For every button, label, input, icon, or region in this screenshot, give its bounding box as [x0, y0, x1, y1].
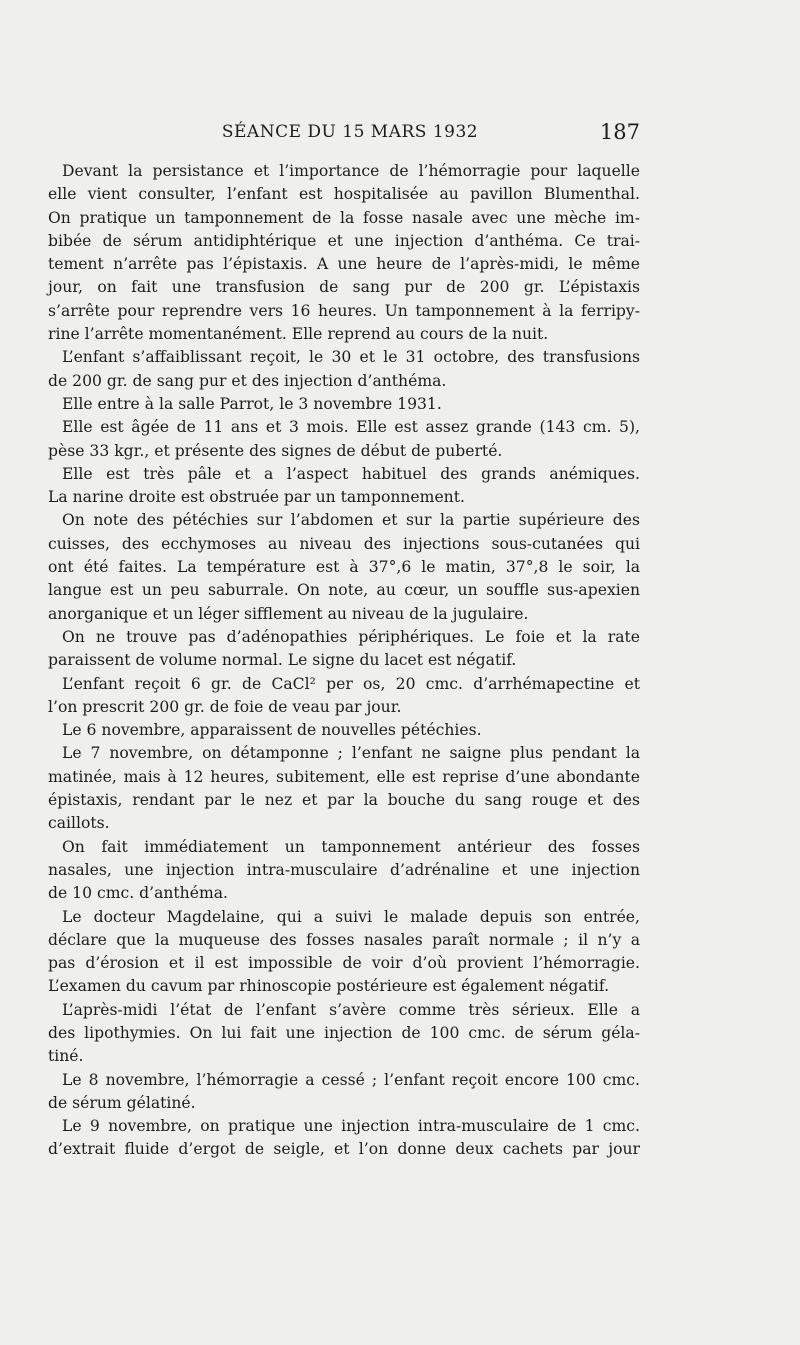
- text-line: l’on prescrit 200 gr. de foie de veau par jour.: [48, 697, 402, 716]
- text-line: L’après-midi l’état de l’enfant s’avère comme très sérieux. Elle a: [62, 1000, 640, 1019]
- text-line: de sérum gélatiné.: [48, 1093, 196, 1112]
- text-line: bibée de sérum antidiphtérique et une injection d’anthéma. Ce trai-: [48, 231, 640, 250]
- text-line: On ne trouve pas d’adénopathies périphériques. Le foie et la rate: [62, 627, 640, 646]
- text-line: Elle est âgée de 11 ans et 3 mois. Elle est assez grande (143 cm. 5),: [62, 418, 640, 437]
- text-line: de 200 gr. de sang pur et des injection d’anthéma.: [48, 371, 447, 390]
- text-line: On pratique un tamponnement de la fosse nasale avec une mèche im-: [48, 208, 640, 227]
- page-header: [60, 122, 640, 154]
- text-line: L’enfant reçoit 6 gr. de CaCl² per os, 20 cmc. d’arrhémapectine et: [62, 674, 640, 693]
- text-line: Elle entre à la salle Parrot, le 3 novembre 1931.: [62, 394, 442, 413]
- text-line: Elle est très pâle et a l’aspect habituel des grands anémiques.: [62, 464, 640, 483]
- text-line: cuisses, des ecchymoses au niveau des injections sous-cutanées qui: [48, 534, 640, 553]
- text-line: Le docteur Magdelaine, qui a suivi le malade depuis son entrée,: [62, 907, 640, 926]
- text-line: On fait immédiatement un tamponnement antérieur des fosses: [62, 837, 640, 856]
- text-line: langue est un peu saburrale. On note, au cœur, un souffle sus-apexien: [48, 581, 640, 600]
- text-line: des lipothymies. On lui fait une injection de 100 cmc. de sérum géla-: [48, 1023, 640, 1042]
- text-line: On note des pétéchies sur l’abdomen et sur la partie supérieure des: [62, 511, 640, 530]
- body-text: [48, 160, 640, 1162]
- text-line: de 10 cmc. d’anthéma.: [48, 884, 228, 903]
- text-line: pèse 33 kgr., et présente des signes de début de puberté.: [48, 441, 503, 460]
- text-line: L’examen du cavum par rhinoscopie postérieure est également négatif.: [48, 977, 610, 996]
- page-number: 187: [599, 120, 640, 144]
- text-line: matinée, mais à 12 heures, subitement, elle est reprise d’une abondante: [48, 767, 640, 786]
- text-line: d’extrait fluide d’ergot de seigle, et l’on donne deux cachets par jour: [48, 1140, 640, 1159]
- text-line: Devant la persistance et l’importance de l’hémorragie pour laquelle: [62, 162, 640, 180]
- text-line: Le 9 novembre, on pratique une injection intra-musculaire de 1 cmc.: [62, 1117, 640, 1136]
- text-line: Le 6 novembre, apparaissent de nouvelles pétéchies.: [62, 721, 482, 740]
- text-line: tiné.: [48, 1047, 84, 1066]
- text-line: tement n’arrête pas l’épistaxis. A une heure de l’après-midi, le même: [48, 255, 640, 274]
- text-line: elle vient consulter, l’enfant est hospitalisée au pavillon Blumenthal.: [48, 185, 640, 204]
- text-line: pas d’érosion et il est impossible de voir d’où provient l’hémorragie.: [48, 954, 640, 973]
- text-line: L’enfant s’affaiblissant reçoit, le 30 et le 31 octobre, des transfusions: [62, 348, 640, 367]
- text-line: anorganique et un léger sifflement au niveau de la jugulaire.: [48, 604, 529, 623]
- text-line: nasales, une injection intra-musculaire d’adrénaline et une injection: [48, 860, 640, 879]
- text-line: jour, on fait une transfusion de sang pur de 200 gr. L’épistaxis: [48, 278, 640, 297]
- text-line: ont été faites. La température est à 37°,6 le matin, 37°,8 le soir, la: [48, 558, 640, 577]
- running-title: SÉANCE DU 15 MARS 1932: [221, 122, 479, 142]
- text-line: caillots.: [48, 814, 110, 833]
- text-line: paraissent de volume normal. Le signe du lacet est négatif.: [48, 651, 517, 670]
- text-line: rine l’arrête momentanément. Elle reprend au cours de la nuit.: [48, 325, 549, 344]
- text-line: épistaxis, rendant par le nez et par la bouche du sang rouge et des: [48, 791, 640, 810]
- text-line: La narine droite est obstruée par un tamponnement.: [48, 488, 465, 507]
- text-line: Le 8 novembre, l’hémorragie a cessé ; l’enfant reçoit encore 100 cmc.: [62, 1070, 640, 1089]
- text-line: Le 7 novembre, on détamponne ; l’enfant ne saigne plus pendant la: [62, 744, 640, 763]
- text-line: déclare que la muqueuse des fosses nasales paraît normale ; il n’y a: [48, 930, 640, 949]
- text-line: s’arrête pour reprendre vers 16 heures. Un tamponnement à la ferripy-: [48, 301, 640, 320]
